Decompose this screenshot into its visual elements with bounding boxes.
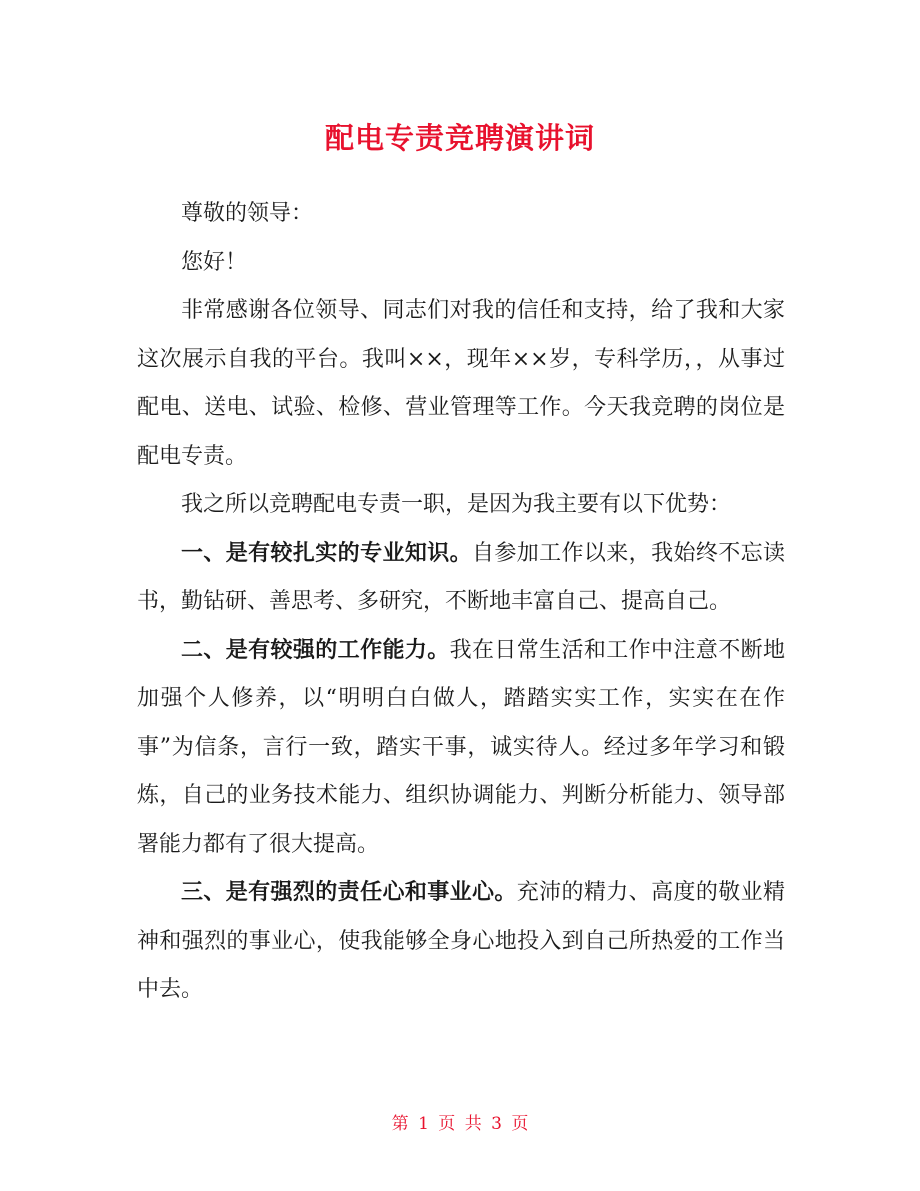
point-2-text: 我在日常生活和工作中注意不断地加强个人修养，以“明明白白做人，踏踏实实工作，实实在在作事”为信条，言行一致，踏实干事，诚实待人。经过多年学习和锻炼，自己的业务技术能力、组织协调能力、判断分析能力、领导部署能力都有了很大提高。	[137, 637, 785, 857]
advantages-intro: 我之所以竞聘配电专责一职，是因为我主要有以下优势：	[181, 492, 732, 517]
point-3	[137, 869, 785, 1015]
page-number-footer: 第 1 页 共 3 页	[391, 1114, 529, 1134]
point-1-text: 自参加工作以来，我始终不忘读书，勤钻研、善思考、多研究，不断地丰富自己、提高自己。	[137, 540, 785, 614]
intro-paragraph: 非常感谢各位领导、同志们对我的信任和支持，给了我和大家这次展示自我的平台。我叫××，现年××岁，专科学历，，从事过配电、送电、试验、检修、营业管理等工作。今天我竞聘的岗位是配电专责。	[137, 298, 785, 469]
hello-line: 您好！	[181, 249, 248, 275]
greeting: 尊敬的领导：	[181, 201, 314, 226]
point-2	[137, 627, 785, 870]
point-3-text: 充沛的精力、高度的敬业精神和强烈的事业心，使我能够全身心地投入到自己所热爱的工作当中去。	[137, 880, 785, 1002]
point-1	[137, 530, 785, 627]
point-2-heading: 二、是有较强的工作能力。	[181, 637, 450, 663]
point-3-heading: 三、是有强烈的责任心和事业心。	[181, 880, 517, 905]
document-body	[137, 190, 785, 1015]
point-1-heading: 一、是有较扎实的专业知识。	[181, 540, 472, 566]
document-title: 配电专责竞聘演讲词	[324, 121, 595, 155]
